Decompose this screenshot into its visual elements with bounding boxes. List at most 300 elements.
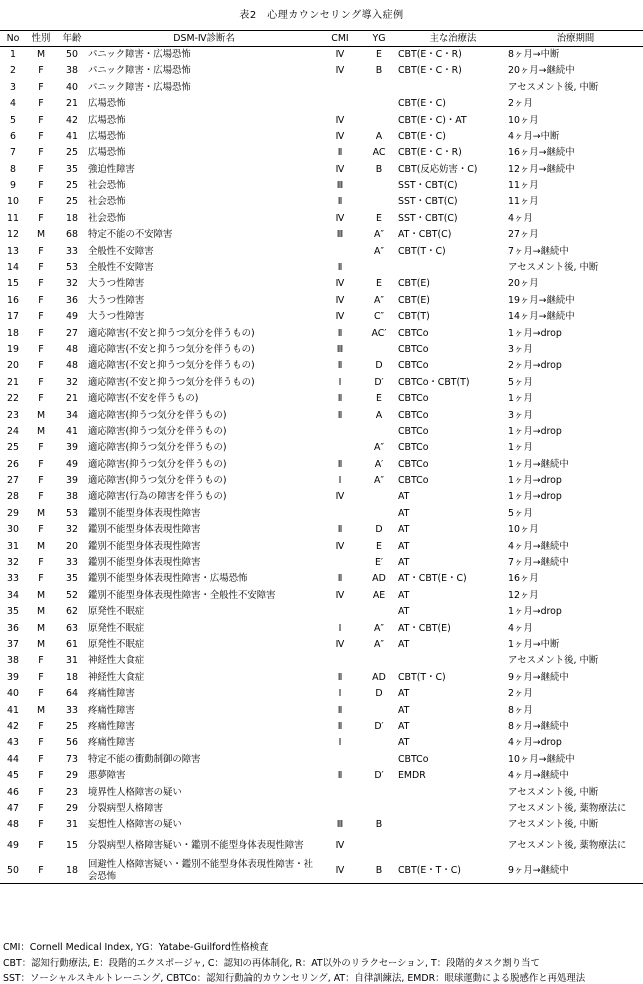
row-diagnosis: 疼痛性障害: [88, 688, 135, 700]
table-row: [0, 719, 643, 735]
row-age: 63: [66, 622, 78, 634]
row-yg: [360, 702, 398, 718]
row-treatment: CBT(E・C): [398, 98, 446, 110]
row-yg: D′: [374, 376, 384, 388]
row-sex: F: [38, 819, 44, 831]
row-period: 4ヶ月→継続中: [508, 770, 569, 782]
row-age: 33: [66, 557, 78, 569]
row-cmi: Ⅲ: [336, 819, 344, 831]
row-cmi: Ⅳ: [335, 540, 345, 552]
row-no: 24: [7, 425, 19, 437]
table-row: [0, 194, 643, 210]
row-no: 13: [7, 245, 19, 257]
row-sex: F: [38, 65, 44, 77]
row-no: 33: [7, 573, 19, 585]
row-yg: [360, 260, 398, 276]
row-no: 1: [10, 49, 16, 61]
row-diagnosis: 適応障害(抑うつ気分を伴うもの): [88, 425, 227, 437]
row-yg: A″: [374, 245, 384, 257]
row-period: 2ヶ月→drop: [508, 360, 562, 372]
row-period: アセスメント後, 中断: [508, 262, 599, 274]
table-row: [0, 210, 643, 226]
row-age: 49: [66, 458, 78, 470]
row-cmi: Ⅱ: [337, 720, 343, 732]
row-period: 1ヶ月→drop: [508, 475, 562, 487]
table-row: [0, 620, 643, 636]
row-yg: B: [360, 858, 398, 883]
row-treatment: CBTCo: [398, 343, 429, 355]
row-cmi: Ⅱ: [337, 327, 343, 339]
row-age: 52: [66, 589, 78, 601]
row-diagnosis: 悪夢障害: [88, 770, 126, 782]
row-cmi: Ⅱ: [337, 147, 343, 159]
row-cmi: Ⅲ: [336, 229, 344, 241]
row-yg: AC: [372, 147, 386, 159]
table-row: [0, 587, 643, 603]
table-row: [0, 407, 643, 423]
row-treatment: CBT(T・C): [398, 671, 446, 683]
row-period: 16ヶ月: [508, 573, 539, 585]
row-yg: [360, 489, 398, 505]
row-cmi: [320, 243, 360, 259]
row-period: 8ヶ月→中断: [508, 49, 560, 61]
row-cmi: [320, 751, 360, 767]
row-age: 56: [66, 737, 78, 749]
row-period: 4ヶ月→中断: [508, 130, 560, 142]
table-row: [0, 555, 643, 571]
row-diagnosis: 妄想性人格障害の疑い: [88, 819, 182, 831]
row-treatment: CBT(E): [398, 294, 430, 306]
row-age: 31: [66, 819, 78, 831]
row-period: 4ヶ月→継続中: [508, 540, 569, 552]
row-age: 18: [66, 212, 78, 224]
row-cmi: Ⅱ: [337, 704, 343, 716]
row-cmi: Ⅱ: [337, 671, 343, 683]
row-yg: D: [375, 688, 383, 700]
row-yg: A″: [374, 639, 384, 650]
row-treatment: [398, 817, 508, 833]
row-treatment: CBTCo: [398, 327, 429, 339]
row-treatment: [398, 653, 508, 669]
row-sex: F: [38, 737, 44, 749]
row-period: 20ヶ月: [508, 278, 539, 290]
row-treatment: [398, 833, 508, 858]
row-period: 5ヶ月: [508, 507, 533, 519]
row-period: アセスメント後, 薬物療法に: [508, 840, 627, 851]
header-sex: 性別: [26, 31, 56, 47]
table-row: [0, 456, 643, 472]
header-age: 年齢: [56, 31, 88, 47]
row-diagnosis: 原発性不眠症: [88, 639, 145, 650]
row-no: 25: [7, 442, 19, 454]
row-yg: B: [375, 819, 383, 831]
row-yg: [360, 96, 398, 112]
row-diagnosis: 適応障害(抑うつ気分を伴うもの): [88, 475, 227, 487]
row-sex: F: [38, 360, 44, 372]
table-row: [0, 653, 643, 669]
row-sex: F: [38, 311, 44, 323]
row-diagnosis: 広場恐怖: [88, 114, 126, 126]
row-age: 42: [66, 114, 78, 126]
row-sex: F: [38, 475, 44, 487]
row-cmi: Ⅱ: [337, 524, 343, 536]
row-diagnosis: 適応障害(抑うつ気分を伴うもの): [88, 442, 227, 454]
row-diagnosis: 社会恐怖: [88, 196, 126, 208]
row-cmi: Ⅳ: [335, 840, 345, 851]
row-period: アセスメント後, 中断: [508, 81, 599, 93]
table-row: [0, 768, 643, 784]
row-diagnosis: 全般性不安障害: [88, 245, 154, 257]
row-no: 15: [7, 278, 19, 290]
row-diagnosis: 疼痛性障害: [88, 704, 135, 716]
table-row: [0, 440, 643, 456]
table-row: [0, 96, 643, 112]
row-treatment: EMDR: [398, 770, 426, 782]
row-age: 25: [66, 196, 78, 208]
table-row: [0, 128, 643, 144]
table-row: [0, 735, 643, 751]
row-sex: F: [38, 770, 44, 782]
row-no: 41: [7, 704, 19, 716]
row-sex: F: [38, 327, 44, 339]
row-diagnosis: 適応障害(不安と抑うつ気分を伴うもの): [88, 327, 255, 339]
row-cmi: Ⅳ: [335, 311, 345, 323]
row-cmi: Ⅲ: [336, 180, 344, 192]
row-period: 12ヶ月→継続中: [508, 163, 575, 175]
table-row: [0, 292, 643, 308]
row-yg: [360, 800, 398, 816]
row-no: 9: [10, 180, 16, 192]
row-no: 19: [7, 343, 19, 355]
row-age: 18: [56, 858, 88, 883]
row-diagnosis: 鑑別不能型身体表現性障害: [88, 524, 201, 536]
row-period: 10ヶ月: [508, 524, 539, 536]
row-period: 11ヶ月: [508, 196, 539, 208]
row-diagnosis: パニック障害・広場恐怖: [88, 65, 191, 77]
row-age: 29: [66, 802, 78, 814]
row-no: 49: [7, 840, 19, 851]
row-sex: F: [38, 491, 44, 503]
row-treatment: CBTCo・CBT(T): [398, 376, 470, 388]
row-sex: F: [38, 458, 44, 470]
row-yg: D′: [374, 720, 384, 732]
row-sex: F: [38, 573, 44, 585]
row-no: 27: [7, 475, 19, 487]
row-diagnosis: 神経性大食症: [88, 655, 145, 667]
row-yg: [360, 112, 398, 128]
row-period: 3ヶ月: [508, 409, 533, 421]
table-row: [0, 800, 643, 816]
row-no: 8: [10, 163, 16, 175]
table-title: 表2 心理カウンセリング導入症例: [239, 10, 404, 21]
header-period: 治療期間: [508, 31, 643, 47]
row-no: 17: [7, 311, 19, 323]
row-no: 40: [7, 688, 19, 700]
row-sex: M: [36, 229, 46, 241]
row-diagnosis: 広場恐怖: [88, 147, 126, 159]
row-age: 53: [66, 507, 78, 519]
row-sex: F: [38, 753, 44, 765]
table-row: [0, 161, 643, 177]
row-age: 73: [66, 753, 78, 765]
row-yg: [360, 178, 398, 194]
row-period: 19ヶ月→継続中: [508, 294, 575, 306]
row-no: 36: [7, 622, 19, 634]
row-age: 33: [66, 704, 78, 716]
row-age: 21: [66, 393, 78, 405]
row-yg: B: [375, 65, 383, 77]
row-period: 16ヶ月→継続中: [508, 147, 575, 159]
row-no: 10: [7, 196, 19, 208]
table-row: [0, 686, 643, 702]
table-body: [0, 47, 643, 884]
row-period: 5ヶ月: [508, 376, 533, 388]
row-treatment: AT: [398, 589, 410, 601]
row-yg: E: [376, 212, 382, 224]
row-diagnosis: 広場恐怖: [88, 98, 126, 110]
row-age: 48: [66, 360, 78, 372]
row-diagnosis: 分裂病型人格障害: [88, 802, 164, 814]
row-cmi: Ⅱ: [337, 770, 343, 782]
row-period: 4ヶ月→drop: [508, 737, 562, 749]
table-row: [0, 227, 643, 243]
row-no: 28: [7, 491, 19, 503]
row-treatment: CBT(E): [398, 278, 430, 290]
row-cmi: Ⅳ: [335, 130, 345, 142]
row-treatment: AT: [398, 524, 410, 536]
row-yg: A: [375, 130, 383, 142]
row-cmi: Ⅳ: [335, 491, 345, 503]
row-diagnosis: 社会恐怖: [88, 180, 126, 192]
row-period: 4ヶ月: [508, 622, 533, 634]
row-diagnosis: 社会恐怖: [88, 212, 126, 224]
row-sex: M: [36, 589, 46, 601]
row-diagnosis: 原発性不眠症: [88, 622, 145, 634]
row-period: 20ヶ月→継続中: [508, 65, 575, 77]
row-yg: C″: [373, 311, 385, 323]
table-row: [0, 178, 643, 194]
row-period: 9ヶ月→継続中: [508, 671, 569, 683]
row-sex: F: [38, 393, 44, 405]
row-period: アセスメント後, 薬物療法に: [508, 802, 627, 814]
row-no: 48: [7, 819, 19, 831]
row-treatment: CBT(反応妨害・C): [398, 163, 478, 175]
row-age: 40: [66, 81, 78, 93]
row-no: 6: [10, 130, 16, 142]
row-diagnosis: 特定不能の不安障害: [88, 229, 173, 241]
row-age: 62: [66, 606, 78, 618]
row-sex: M: [36, 409, 46, 421]
row-cmi: [320, 653, 360, 669]
row-period: 27ヶ月: [508, 229, 539, 241]
row-no: 16: [7, 294, 19, 306]
row-period: 10ヶ月→継続中: [508, 753, 575, 765]
row-no: 14: [7, 262, 19, 274]
row-yg: AE: [372, 589, 386, 601]
row-diagnosis: 適応障害(抑うつ気分を伴うもの): [88, 409, 227, 421]
row-period: 3ヶ月: [508, 343, 533, 355]
row-no: 18: [7, 327, 19, 339]
row-period: 8ヶ月: [508, 704, 533, 716]
row-yg: A″: [374, 294, 384, 306]
row-yg: A′: [374, 458, 384, 470]
row-treatment: AT: [398, 491, 410, 503]
row-cmi: [320, 79, 360, 95]
row-diagnosis: 神経性大食症: [88, 671, 145, 683]
row-diagnosis: 境界性人格障害の疑い: [88, 786, 182, 798]
row-cmi: [320, 784, 360, 800]
row-no: 37: [7, 639, 19, 650]
row-age: 25: [66, 147, 78, 159]
table-row: [0, 784, 643, 800]
footnote-2: CBT：認知行動療法, E：段階的エクスポージャ, C：認知の再体制化, R：AT以外のリラクセーション, T：段階的タスク割り当て: [3, 958, 540, 969]
table-row: [0, 637, 643, 653]
row-treatment: CBT(E・C・R): [398, 49, 462, 61]
table-row: [0, 79, 643, 95]
row-no: 43: [7, 737, 19, 749]
row-period: 4ヶ月: [508, 212, 533, 224]
row-age: 32: [66, 278, 78, 290]
row-treatment: CBTCo: [398, 409, 429, 421]
row-treatment: CBTCo: [398, 425, 429, 437]
header-yg: YG: [360, 31, 398, 47]
row-yg: AD: [372, 573, 386, 585]
row-cmi: Ⅰ: [338, 376, 342, 388]
row-diagnosis: 鑑別不能型身体表現性障害・広場恐怖: [88, 573, 248, 585]
row-age: 61: [66, 639, 78, 650]
row-no: 38: [7, 655, 19, 667]
row-yg: [360, 423, 398, 439]
row-yg: [360, 505, 398, 521]
row-diagnosis: 特定不能の衝動制御の障害: [88, 753, 201, 765]
row-diagnosis: 鑑別不能型身体表現性障害・全般性不安障害: [88, 589, 276, 601]
row-age: 53: [66, 262, 78, 274]
row-diagnosis: 適応障害(不安と抑うつ気分を伴うもの): [88, 360, 255, 372]
row-no: 34: [7, 589, 19, 601]
row-treatment: AT: [398, 704, 410, 716]
row-sex: F: [38, 130, 44, 142]
footnote-3: SST：ソーシャルスキルトレーニング, CBTCo：認知行動論的カウンセリング, AT：自律訓練法, EMDR：眼球運動による脱感作と再処理法: [3, 973, 586, 984]
row-treatment: AT: [398, 688, 410, 700]
row-no: 45: [7, 770, 19, 782]
table-row: [0, 571, 643, 587]
row-cmi: Ⅳ: [335, 278, 345, 290]
row-age: 15: [66, 840, 78, 851]
row-treatment: CBTCo: [398, 360, 429, 372]
row-sex: F: [38, 294, 44, 306]
row-diagnosis: 原発性不眠症: [88, 606, 145, 618]
table-row: [0, 702, 643, 718]
row-age: 41: [66, 425, 78, 437]
row-sex: F: [38, 655, 44, 667]
header-diagnosis: DSM-Ⅳ診断名: [88, 31, 320, 47]
row-age: 31: [66, 655, 78, 667]
row-age: 68: [66, 229, 78, 241]
row-yg: A: [375, 409, 383, 421]
row-sex: M: [36, 49, 46, 61]
row-sex: F: [38, 524, 44, 536]
row-sex: M: [36, 507, 46, 519]
row-age: 41: [66, 130, 78, 142]
row-yg: E: [376, 540, 382, 552]
row-sex: F: [38, 163, 44, 175]
row-period: 1ヶ月: [508, 442, 533, 454]
row-treatment: CBTCo: [398, 475, 429, 487]
row-sex: M: [36, 606, 46, 618]
row-age: 18: [66, 671, 78, 683]
row-treatment: [398, 784, 508, 800]
row-period: アセスメント後, 中断: [508, 655, 599, 667]
row-age: 35: [66, 163, 78, 175]
row-diagnosis: 適応障害(不安を伴うもの): [88, 393, 199, 405]
row-diagnosis: 鑑別不能型身体表現性障害: [88, 557, 201, 569]
row-cmi: Ⅳ: [335, 114, 345, 126]
row-yg: [360, 194, 398, 210]
row-cmi: Ⅳ: [335, 589, 345, 601]
row-age: 20: [66, 540, 78, 552]
row-diagnosis: 全般性不安障害: [88, 262, 154, 274]
row-sex: F: [38, 278, 44, 290]
row-no: 26: [7, 458, 19, 470]
row-treatment: SST・CBT(C): [398, 180, 458, 192]
row-treatment: AT: [398, 606, 410, 618]
row-period: 11ヶ月: [508, 180, 539, 192]
row-yg: A″: [374, 475, 384, 487]
row-age: 36: [66, 294, 78, 306]
row-age: 38: [66, 491, 78, 503]
row-treatment: AT: [398, 540, 410, 552]
row-no: 23: [7, 409, 19, 421]
row-cmi: Ⅰ: [338, 475, 342, 487]
row-sex: F: [38, 557, 44, 569]
header-treatment: 主な治療法: [398, 31, 508, 47]
row-cmi: [320, 96, 360, 112]
row-no: 3: [10, 81, 16, 93]
table-row: [0, 325, 643, 341]
row-yg: E′: [374, 557, 384, 569]
row-diagnosis: 広場恐怖: [88, 130, 126, 142]
row-no: 12: [7, 229, 19, 241]
row-cmi: Ⅱ: [337, 262, 343, 274]
row-treatment: AT: [398, 720, 410, 732]
row-age: 29: [66, 770, 78, 782]
row-no: 50: [0, 858, 26, 883]
table-row: [0, 47, 643, 63]
row-no: 47: [7, 802, 19, 814]
row-diagnosis: 適応障害(抑うつ気分を伴うもの): [88, 458, 227, 470]
row-sex: F: [38, 442, 44, 454]
row-no: 22: [7, 393, 19, 405]
row-period: 1ヶ月→中断: [508, 639, 560, 650]
row-cmi: Ⅳ: [335, 639, 345, 650]
row-no: 31: [7, 540, 19, 552]
row-yg: [360, 604, 398, 620]
row-cmi: Ⅱ: [337, 360, 343, 372]
row-period: 7ヶ月→継続中: [508, 245, 569, 257]
row-treatment: CBT(E・C・R): [398, 147, 462, 159]
row-treatment: AT: [398, 557, 410, 569]
row-diagnosis: 適応障害(行為の障害を伴うもの): [88, 491, 227, 503]
row-diagnosis: パニック障害・広場恐怖: [88, 81, 191, 93]
table-row: [0, 391, 643, 407]
row-age: 21: [66, 98, 78, 110]
row-treatment: CBT(E・T・C): [398, 858, 508, 883]
row-cmi: Ⅰ: [338, 737, 342, 749]
row-age: 39: [66, 442, 78, 454]
row-yg: [360, 784, 398, 800]
table-row: [0, 358, 643, 374]
row-treatment: CBT(T・C): [398, 245, 446, 257]
